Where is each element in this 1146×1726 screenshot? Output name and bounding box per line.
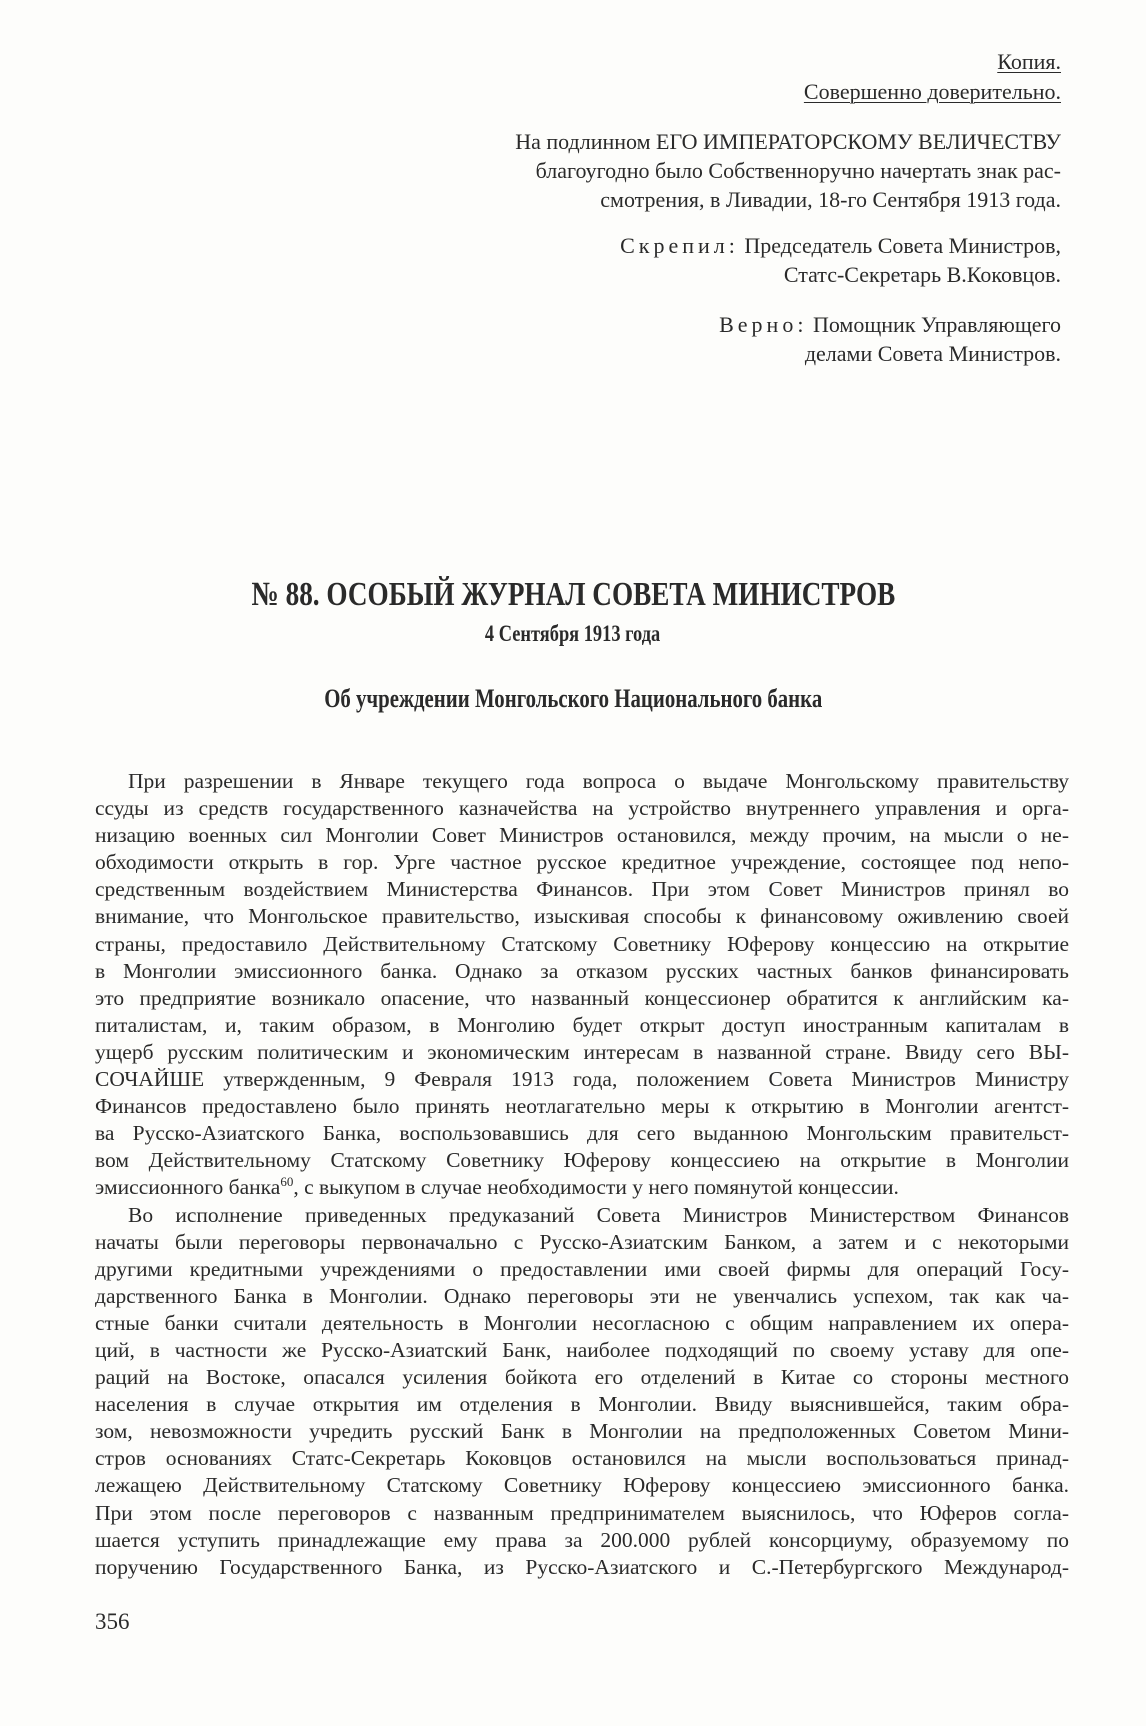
text-line: При этом после переговоров с названным предпринимателем выяснилось, что Юферов согла- [95, 1500, 1069, 1525]
text-line: это предприятие возникало опасение, что названный концессионер обратится к английским ка- [95, 985, 1069, 1010]
countersigned-line: Статс-Секретарь В.Коковцов. [783, 262, 1061, 287]
text-line: стров основаниях Статс-Секретарь Коковцов остановился на мысли воспользоваться принад- [95, 1446, 1069, 1471]
text-line: ссуды из средств государственного казначейства на устройство внутреннего управления и орга- [95, 796, 1069, 821]
text-line: питалистам, и, таким образом, в Монголию будет открыт доступ иностранным капиталам в [95, 1012, 1069, 1037]
body-text [95, 768, 1069, 1581]
copy-mark [997, 47, 1061, 76]
text-line: Во исполнение приведенных предуказаний Совета Министров Министерством Финансов [128, 1202, 1069, 1227]
text-line: низацию военных сил Монголии Совет Министров остановился, между прочим, на мысли о не- [95, 823, 1069, 848]
footnote-ref[interactable]: 60 [280, 1174, 294, 1190]
certified-label: Верно: [719, 312, 808, 337]
text-line: в Монголии эмиссионного банка. Однако за отказом русских частных банков финансировать [95, 958, 1069, 983]
text-line: ущерб русским политическим и экономическим интересам в названной стране. Ввиду сего ВЫ- [95, 1039, 1069, 1064]
note-line: благоугодно было Собственноручно начертать знак рас- [535, 158, 1061, 183]
text-line: внимание, что Монгольское правительство, изыскивая способы к финансовому оживлению своей [95, 904, 1069, 929]
text-line: вом Действительному Статскому Советнику Юферову концессиею на открытие в Монголии [95, 1148, 1069, 1173]
countersignature [620, 231, 1061, 289]
page-number: 356 [95, 1609, 130, 1634]
document-title-text: № 88. ОСОБЫЙ ЖУРНАЛ СОВЕТА МИНИСТРОВ [251, 576, 895, 613]
text-line: шается уступить принадлежащие ему права за 200.000 рублей консорциуму, образуемому по [95, 1527, 1069, 1552]
text-line: средственным воздействием Министерства Финансов. При этом Совет Министров принял во [95, 877, 1069, 902]
text-line: обходимости открыть в гор. Урге частное русское кредитное учреждение, состоящее под непо- [95, 850, 1069, 875]
text-line: страны, предоставило Действительному Статскому Советнику Юферову концессию на открытие [95, 931, 1069, 956]
certification [719, 310, 1061, 368]
text-line: СОЧАЙШЕ утвержденным, 9 Февраля 1913 года, положением Совета Министров Министру [95, 1067, 1069, 1092]
text-line: раций на Востоке, опасался усиления бойкота его отделений в Китае со стороны местного [95, 1365, 1069, 1390]
document-title [0, 575, 1146, 615]
text-line: населения в случае открытия им отделения в Монголии. Ввиду выяснившейся, таким обра- [95, 1392, 1069, 1417]
copy-label: Копия. [997, 49, 1061, 74]
text-line: лежащею Действительному Статскому Советнику Юферову концессиею эмиссионного банка. [95, 1473, 1069, 1498]
text-line: зом, невозможности учредить русский Банк в Монголии на предположенных Советом Мини- [95, 1419, 1069, 1444]
text-run: , с выкупом в случае необходимости у него помянутой концессии. [293, 1175, 899, 1200]
text-line: Финансов предоставлено было принять неотлагательно меры к открытию в Монголии агентст- [95, 1094, 1069, 1119]
paragraph-1-last-line [95, 1174, 1069, 1201]
imperial-note [515, 127, 1061, 214]
countersigned-line: Председатель Совета Министров, [744, 233, 1061, 258]
text-line: При разрешении в Январе текущего года вопроса о выдаче Монгольскому правительству [128, 769, 1069, 793]
text-line: ций, в частности же Русско-Азиатский Банк, наиболее подходящий по своему уставу для опе- [95, 1337, 1069, 1362]
paragraph-2 [95, 1202, 1069, 1581]
text-line: другими кредитными учреждениями о предоставлении ими своей фирмы для операций Госу- [95, 1256, 1069, 1281]
document-date-text: 4 Сентября 1913 года [485, 621, 661, 646]
document-subtitle-text: Об учреждении Монгольского Национального банка [323, 684, 822, 713]
text-line: ва Русско-Азиатского Банка, воспользовавшись для сего выданною Монгольским правительст- [95, 1121, 1069, 1146]
confidential-label: Совершенно доверительно. [803, 79, 1061, 104]
text-line: дарственного Банка в Монголии. Однако переговоры эти не увенчались успехом, так как ча- [95, 1283, 1069, 1308]
text-line: стные банки считали деятельность в Монголии несогласною с общим направлением их опера- [95, 1310, 1069, 1335]
text-line: поручению Государственного Банка, из Русско-Азиатского и С.-Петербургского Международ- [95, 1554, 1069, 1579]
paragraph-1 [95, 768, 1069, 1174]
note-line: На подлинном ЕГО ИМПЕРАТОРСКОМУ ВЕЛИЧЕСТВУ [515, 129, 1061, 154]
countersigned-label: Скрепил: [620, 233, 739, 258]
certified-line: Помощник Управляющего [812, 312, 1061, 337]
text-line: начаты были переговоры первоначально с Русско-Азиатским Банком, а затем и с некоторыми [95, 1229, 1069, 1254]
note-line: смотрения, в Ливадии, 18-го Сентября 1913 года. [600, 187, 1061, 212]
confidential-mark [804, 77, 1061, 106]
document-subtitle [0, 683, 1146, 715]
text-run: эмиссионного банка [95, 1175, 281, 1200]
document-date [0, 620, 1146, 648]
certified-line: делами Совета Министров. [804, 341, 1061, 366]
